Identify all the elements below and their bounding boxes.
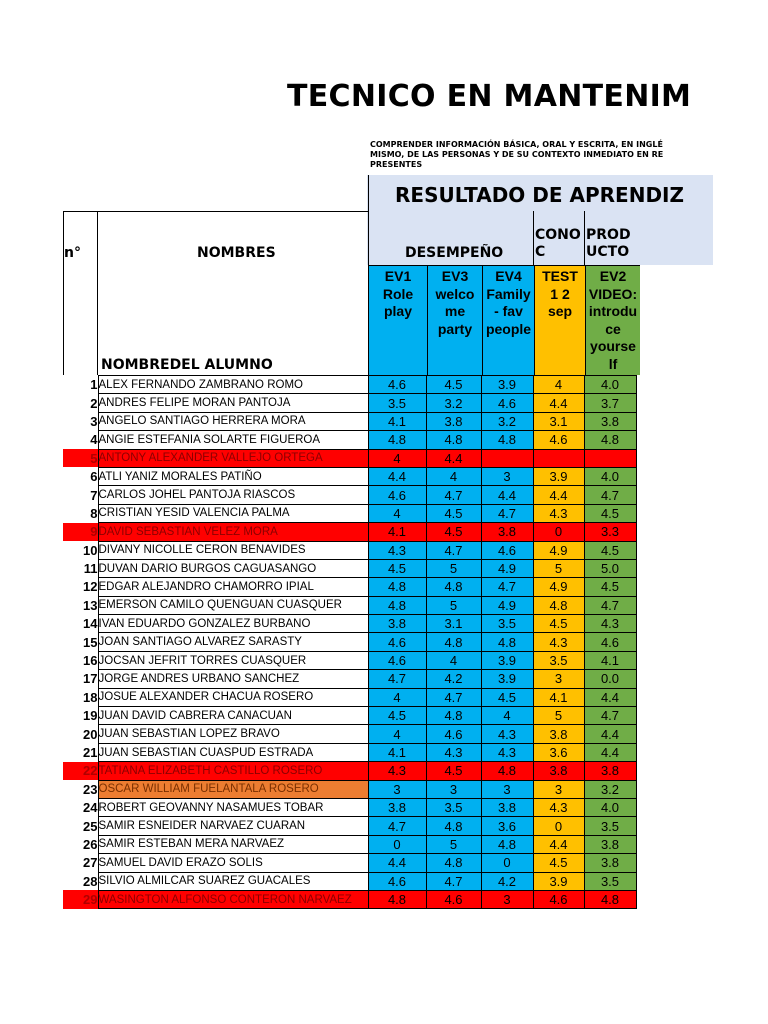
student-name[interactable]: ANGIE ESTEFANIA SOLARTE FIGUEROA: [98, 431, 368, 449]
row-number: 21: [83, 745, 98, 760]
table-row: [63, 798, 636, 816]
grade-ev1[interactable]: 4.5: [368, 559, 426, 577]
grade-ev3[interactable]: 4.2: [426, 670, 481, 688]
grade-ev2[interactable]: 3.7: [584, 394, 636, 412]
student-name[interactable]: SAMIR ESTEBAN MERA NARVAEZ: [98, 835, 368, 853]
grade-test[interactable]: 3.9: [533, 467, 584, 485]
grade-ev4[interactable]: 4.3: [481, 725, 533, 743]
grade-test[interactable]: 0: [533, 817, 584, 835]
row-number: 1: [90, 377, 98, 393]
grade-ev4[interactable]: 4.2: [481, 872, 533, 890]
table-row: [63, 688, 636, 706]
grade-ev4[interactable]: 4.4: [481, 486, 533, 504]
header-nombre-alumno: NOMBREDEL ALUMNO: [101, 357, 273, 373]
grade-ev4[interactable]: 0: [481, 854, 533, 872]
grade-ev3[interactable]: 4.5: [426, 504, 481, 522]
header-nombres: NOMBRES: [197, 245, 276, 261]
grade-test[interactable]: 3.1: [533, 412, 584, 430]
resultado-label: RESULTADO DE APRENDIZ: [395, 183, 684, 207]
grade-ev4[interactable]: 4.6: [481, 394, 533, 412]
table-row: [63, 523, 636, 541]
grade-test[interactable]: 4.4: [533, 394, 584, 412]
row-number: 6: [90, 469, 98, 485]
grade-ev2[interactable]: 3.2: [584, 780, 636, 798]
grade-ev1[interactable]: 4.7: [368, 670, 426, 688]
row-number: 9: [63, 523, 98, 541]
grade-ev3[interactable]: 3.1: [426, 615, 481, 633]
table-row: [63, 467, 636, 485]
row-number: 23: [83, 781, 98, 797]
grade-ev4[interactable]: 3: [481, 890, 533, 908]
grade-ev3[interactable]: 4.8: [426, 707, 481, 725]
grade-test[interactable]: 4.5: [533, 854, 584, 872]
grade-ev2[interactable]: 3.5: [584, 872, 636, 890]
grade-ev2[interactable]: 3.8: [584, 412, 636, 430]
grade-test[interactable]: 3: [533, 780, 584, 798]
row-number: 3: [90, 413, 98, 429]
row-number: 15: [83, 634, 98, 650]
grade-ev4[interactable]: 4.5: [481, 688, 533, 706]
student-name[interactable]: DAVID SEBASTIAN VELEZ MORA: [98, 523, 368, 541]
grade-test[interactable]: 3: [533, 670, 584, 688]
col-ev4-header: EV4 Family - fav people: [482, 266, 534, 375]
grade-ev4[interactable]: 4.9: [481, 559, 533, 577]
grade-test[interactable]: 3.6: [533, 743, 584, 761]
student-name[interactable]: SILVIO ALMILCAR SUAREZ GUACALES: [98, 872, 368, 890]
student-name[interactable]: ALEX FERNANDO ZAMBRANO ROMO: [98, 376, 368, 394]
grade-ev3[interactable]: 4.8: [426, 854, 481, 872]
grade-ev3[interactable]: 4: [426, 651, 481, 669]
table-row: [63, 578, 636, 596]
grade-ev4[interactable]: 4.8: [481, 835, 533, 853]
header-divider: [584, 211, 585, 265]
grade-ev4[interactable]: 4.8: [481, 633, 533, 651]
grade-test[interactable]: 3.8: [533, 762, 584, 780]
grade-ev1[interactable]: 3.5: [368, 394, 426, 412]
grade-ev1[interactable]: 4.8: [368, 578, 426, 596]
grade-ev4[interactable]: 4: [481, 707, 533, 725]
student-name[interactable]: EDGAR ALEJANDRO CHAMORRO IPIAL: [98, 578, 368, 596]
student-name[interactable]: EMERSON CAMILO QUENGUAN CUASQUER: [98, 596, 368, 614]
student-name[interactable]: DUVAN DARIO BURGOS CAGUASANGO: [98, 559, 368, 577]
grade-ev1[interactable]: 3.8: [368, 615, 426, 633]
grade-ev2[interactable]: 3.3: [584, 523, 636, 541]
row-number: 2: [90, 395, 98, 411]
row-number: 18: [83, 689, 98, 705]
grade-ev1[interactable]: 4.3: [368, 541, 426, 559]
row-number: 17: [83, 671, 98, 687]
grade-ev1[interactable]: 4.6: [368, 486, 426, 504]
grade-test[interactable]: 4.6: [533, 431, 584, 449]
grade-ev1[interactable]: 4.6: [368, 376, 426, 394]
grade-ev2[interactable]: 4.5: [584, 541, 636, 559]
row-number: 25: [83, 818, 98, 834]
table-row: [63, 615, 636, 633]
grade-ev4[interactable]: 3.6: [481, 817, 533, 835]
student-name[interactable]: SAMIR ESNEIDER NARVAEZ CUARAN: [98, 817, 368, 835]
grade-ev1[interactable]: 4.1: [368, 412, 426, 430]
grade-test[interactable]: 4.5: [533, 615, 584, 633]
row-number: 11: [83, 561, 98, 577]
row-number: 12: [83, 579, 98, 595]
grade-ev3[interactable]: 4: [426, 467, 481, 485]
grade-ev1[interactable]: 4: [368, 725, 426, 743]
table-row: [63, 633, 636, 651]
grade-ev4[interactable]: 4.7: [481, 504, 533, 522]
grade-test[interactable]: 4.3: [533, 633, 584, 651]
grade-ev4[interactable]: 3.9: [481, 651, 533, 669]
row-number: 16: [83, 653, 98, 669]
grade-test[interactable]: 4.1: [533, 688, 584, 706]
grade-test[interactable]: 4: [533, 376, 584, 394]
student-name[interactable]: JORGE ANDRES URBANO SANCHEZ: [98, 670, 368, 688]
grade-ev1[interactable]: 3: [368, 780, 426, 798]
table-row: [63, 670, 636, 688]
grade-test[interactable]: 4.6: [533, 890, 584, 908]
grade-test[interactable]: 0: [533, 523, 584, 541]
student-name[interactable]: JOAN SANTIAGO ALVAREZ SARASTY: [98, 633, 368, 651]
grade-ev4[interactable]: 3.2: [481, 412, 533, 430]
header-n: n°: [64, 245, 81, 261]
grade-ev1[interactable]: 4.6: [368, 872, 426, 890]
table-row: [63, 707, 636, 725]
row-number: 24: [83, 800, 98, 816]
table-row: [63, 780, 636, 798]
grade-ev4[interactable]: 3.9: [481, 670, 533, 688]
grade-ev3[interactable]: 4.8: [426, 633, 481, 651]
table-row: [63, 431, 636, 449]
grade-test[interactable]: 4.3: [533, 504, 584, 522]
student-name[interactable]: JOSUE ALEXANDER CHACUA ROSERO: [98, 688, 368, 706]
table-row: [63, 412, 636, 430]
table-row: [63, 835, 636, 853]
grade-ev2[interactable]: 3.8: [584, 854, 636, 872]
student-name[interactable]: JUAN DAVID CABRERA CANACUAN: [98, 707, 368, 725]
grade-ev3[interactable]: 4.5: [426, 523, 481, 541]
grade-ev1[interactable]: 4.8: [368, 890, 426, 908]
table-row: [63, 725, 636, 743]
grade-ev4[interactable]: 3.5: [481, 615, 533, 633]
table-row: [63, 854, 636, 872]
grade-ev4[interactable]: [481, 449, 533, 467]
row-number: 7: [90, 487, 98, 503]
grade-ev2[interactable]: 4.5: [584, 578, 636, 596]
grade-ev3[interactable]: 4.4: [426, 449, 481, 467]
grade-test[interactable]: 5: [533, 559, 584, 577]
row-number: 8: [90, 505, 98, 521]
competency-line: PRESENTES: [370, 160, 423, 169]
students-table: [63, 375, 637, 909]
row-number: 20: [83, 726, 98, 742]
grade-ev3[interactable]: 3: [426, 780, 481, 798]
grade-ev2[interactable]: 4.8: [584, 431, 636, 449]
grade-ev3[interactable]: 3.2: [426, 394, 481, 412]
grade-ev4[interactable]: 3.8: [481, 523, 533, 541]
grade-ev4[interactable]: 4.6: [481, 541, 533, 559]
competency-line: MISMO, DE LAS PERSONAS Y DE SU CONTEXTO INMEDIATO EN RE: [370, 150, 664, 159]
header-divider: [63, 211, 64, 375]
grade-ev2[interactable]: 5.0: [584, 559, 636, 577]
grade-ev3[interactable]: 4.5: [426, 376, 481, 394]
page-title: TECNICO EN MANTENIM: [287, 79, 692, 114]
grade-test[interactable]: 4.9: [533, 541, 584, 559]
table-row: [63, 541, 636, 559]
grade-ev1[interactable]: 4.6: [368, 651, 426, 669]
grade-ev2[interactable]: 4.0: [584, 467, 636, 485]
grade-ev3[interactable]: 4.5: [426, 762, 481, 780]
grade-ev3[interactable]: 4.7: [426, 541, 481, 559]
row-number: 4: [90, 432, 98, 448]
grade-ev4[interactable]: 3.9: [481, 376, 533, 394]
student-name[interactable]: JUAN SEBASTIAN CUASPUD ESTRADA: [98, 743, 368, 761]
student-name[interactable]: JOCSAN JEFRIT TORRES CUASQUER: [98, 651, 368, 669]
student-name[interactable]: TATIANA ELIZABETH CASTILLO ROSERO: [98, 762, 368, 780]
grade-ev4[interactable]: 3.8: [481, 798, 533, 816]
row-number: 26: [83, 836, 98, 852]
grade-test[interactable]: 3.8: [533, 725, 584, 743]
table-row: [63, 817, 636, 835]
grade-ev3[interactable]: 4.7: [426, 872, 481, 890]
student-name[interactable]: ROBERT GEOVANNY NASAMUES TOBAR: [98, 798, 368, 816]
table-row: [63, 559, 636, 577]
header-producto: PROD UCTO: [586, 227, 631, 260]
grade-ev3[interactable]: 4.8: [426, 578, 481, 596]
grade-test[interactable]: 4.3: [533, 798, 584, 816]
grade-ev2[interactable]: 3.5: [584, 817, 636, 835]
row-number: 13: [83, 597, 98, 613]
student-name[interactable]: ANTONY ALEXANDER VALLEJO ORTEGA: [98, 449, 368, 467]
grade-ev3[interactable]: 5: [426, 596, 481, 614]
row-number: 10: [83, 542, 98, 558]
competency-line: COMPRENDER INFORMACIÓN BÁSICA, ORAL Y ESCRITA, EN INGLÉ: [370, 140, 663, 149]
table-row: [63, 376, 636, 394]
header-top-border: [63, 211, 369, 212]
grade-ev4[interactable]: 3: [481, 780, 533, 798]
table-row: [63, 504, 636, 522]
grade-ev2[interactable]: 4.0: [584, 798, 636, 816]
grade-ev3[interactable]: 5: [426, 559, 481, 577]
grade-test[interactable]: 3.9: [533, 872, 584, 890]
student-name[interactable]: WASINGTON ALFONSO CONTERON NARVAEZ: [98, 890, 368, 908]
grade-ev3[interactable]: 4.6: [426, 890, 481, 908]
grade-ev2[interactable]: 4.7: [584, 596, 636, 614]
student-name[interactable]: CRISTIAN YESID VALENCIA PALMA: [98, 504, 368, 522]
header-desempeno: DESEMPEÑO: [405, 245, 504, 261]
grade-ev1[interactable]: 4.4: [368, 854, 426, 872]
student-name[interactable]: ANGELO SANTIAGO HERRERA MORA: [98, 412, 368, 430]
grade-test[interactable]: 4.4: [533, 835, 584, 853]
table-row: [63, 651, 636, 669]
grade-test[interactable]: 4.8: [533, 596, 584, 614]
grade-ev1[interactable]: 0: [368, 835, 426, 853]
table-row: [63, 890, 636, 908]
grade-ev2[interactable]: 3.8: [584, 762, 636, 780]
grade-ev3[interactable]: 5: [426, 835, 481, 853]
grade-ev1[interactable]: 4.7: [368, 817, 426, 835]
row-number: 27: [83, 855, 98, 871]
competency-text: [370, 140, 664, 172]
grade-test[interactable]: 4.4: [533, 486, 584, 504]
table-row: [63, 743, 636, 761]
grade-ev4[interactable]: 3: [481, 467, 533, 485]
grade-ev2[interactable]: 4.8: [584, 890, 636, 908]
student-name[interactable]: OSCAR WILLIAM FUELANTALA ROSERO: [98, 780, 368, 798]
grade-test[interactable]: [533, 449, 584, 467]
grade-ev1[interactable]: 4: [368, 449, 426, 467]
grade-test[interactable]: 3.5: [533, 651, 584, 669]
grade-ev2[interactable]: 4.3: [584, 615, 636, 633]
grade-ev3[interactable]: 3.8: [426, 412, 481, 430]
grade-ev1[interactable]: 4: [368, 688, 426, 706]
grade-test[interactable]: 5: [533, 707, 584, 725]
grade-ev1[interactable]: 4.4: [368, 467, 426, 485]
grade-ev2[interactable]: 4.7: [584, 707, 636, 725]
table-row: [63, 762, 636, 780]
table-row: [63, 394, 636, 412]
header-divider: [533, 211, 534, 265]
row-number: 19: [83, 708, 98, 724]
grade-ev3[interactable]: 4.8: [426, 431, 481, 449]
grade-ev3[interactable]: 4.8: [426, 817, 481, 835]
grade-ev2[interactable]: 4.4: [584, 688, 636, 706]
grade-ev2[interactable]: 4.0: [584, 376, 636, 394]
grade-ev2[interactable]: 4.6: [584, 633, 636, 651]
col-ev1-header: EV1 Role play: [369, 266, 427, 375]
row-number: 14: [83, 616, 98, 632]
student-name[interactable]: DIVANY NICOLLE CERON BENAVIDES: [98, 541, 368, 559]
row-number: 29: [63, 890, 98, 908]
grade-ev2[interactable]: 4.5: [584, 504, 636, 522]
grade-ev3[interactable]: 4.3: [426, 743, 481, 761]
grade-ev3[interactable]: 4.7: [426, 486, 481, 504]
grade-ev3[interactable]: 4.7: [426, 688, 481, 706]
grade-ev1[interactable]: 4.8: [368, 596, 426, 614]
student-name[interactable]: JUAN SEBASTIAN LOPEZ BRAVO: [98, 725, 368, 743]
grade-ev1[interactable]: 4.3: [368, 762, 426, 780]
header-conoc: CONO C: [535, 227, 581, 260]
student-name[interactable]: CARLOS JOHEL PANTOJA RIASCOS: [98, 486, 368, 504]
col-test-header: TEST 1 2 sep: [534, 266, 585, 375]
table-row: [63, 596, 636, 614]
grade-ev3[interactable]: 3.5: [426, 798, 481, 816]
student-name[interactable]: ANDRES FELIPE MORAN PANTOJA: [98, 394, 368, 412]
grade-ev1[interactable]: 4.6: [368, 633, 426, 651]
row-number: 5: [63, 449, 98, 467]
grade-ev4[interactable]: 4.9: [481, 596, 533, 614]
grade-ev4[interactable]: 4.8: [481, 762, 533, 780]
grade-test[interactable]: 4.9: [533, 578, 584, 596]
grade-ev4[interactable]: 4.3: [481, 743, 533, 761]
grade-ev2[interactable]: 4.1: [584, 651, 636, 669]
col-ev3-header: EV3 welco me party: [427, 266, 482, 375]
student-name[interactable]: IVAN EDUARDO GONZALEZ BURBANO: [98, 615, 368, 633]
grade-ev3[interactable]: 4.6: [426, 725, 481, 743]
table-row: [63, 872, 636, 890]
grade-ev2[interactable]: 4.4: [584, 725, 636, 743]
grade-ev1[interactable]: 4: [368, 504, 426, 522]
row-number: 28: [83, 873, 98, 889]
grade-ev1[interactable]: 4.5: [368, 707, 426, 725]
table-row: [63, 449, 636, 467]
grade-ev1[interactable]: 4.1: [368, 743, 426, 761]
grade-ev4[interactable]: 4.7: [481, 578, 533, 596]
grade-ev2[interactable]: 4.7: [584, 486, 636, 504]
col-ev2-header: EV2 VIDEO: introdu ce yourse lf: [585, 266, 640, 375]
student-name[interactable]: ATLI YANIZ MORALES PATIÑO: [98, 467, 368, 485]
grade-ev2[interactable]: 0.0: [584, 670, 636, 688]
grade-ev1[interactable]: 3.8: [368, 798, 426, 816]
grade-ev1[interactable]: 4.8: [368, 431, 426, 449]
row-number: 22: [63, 762, 98, 780]
grade-ev4[interactable]: 4.8: [481, 431, 533, 449]
grade-ev2[interactable]: 4.4: [584, 743, 636, 761]
grade-ev2[interactable]: [584, 449, 636, 467]
grade-ev2[interactable]: 3.8: [584, 835, 636, 853]
header-divider: [97, 211, 98, 375]
grade-ev1[interactable]: 4.1: [368, 523, 426, 541]
student-name[interactable]: SAMUEL DAVID ERAZO SOLIS: [98, 854, 368, 872]
table-row: [63, 486, 636, 504]
